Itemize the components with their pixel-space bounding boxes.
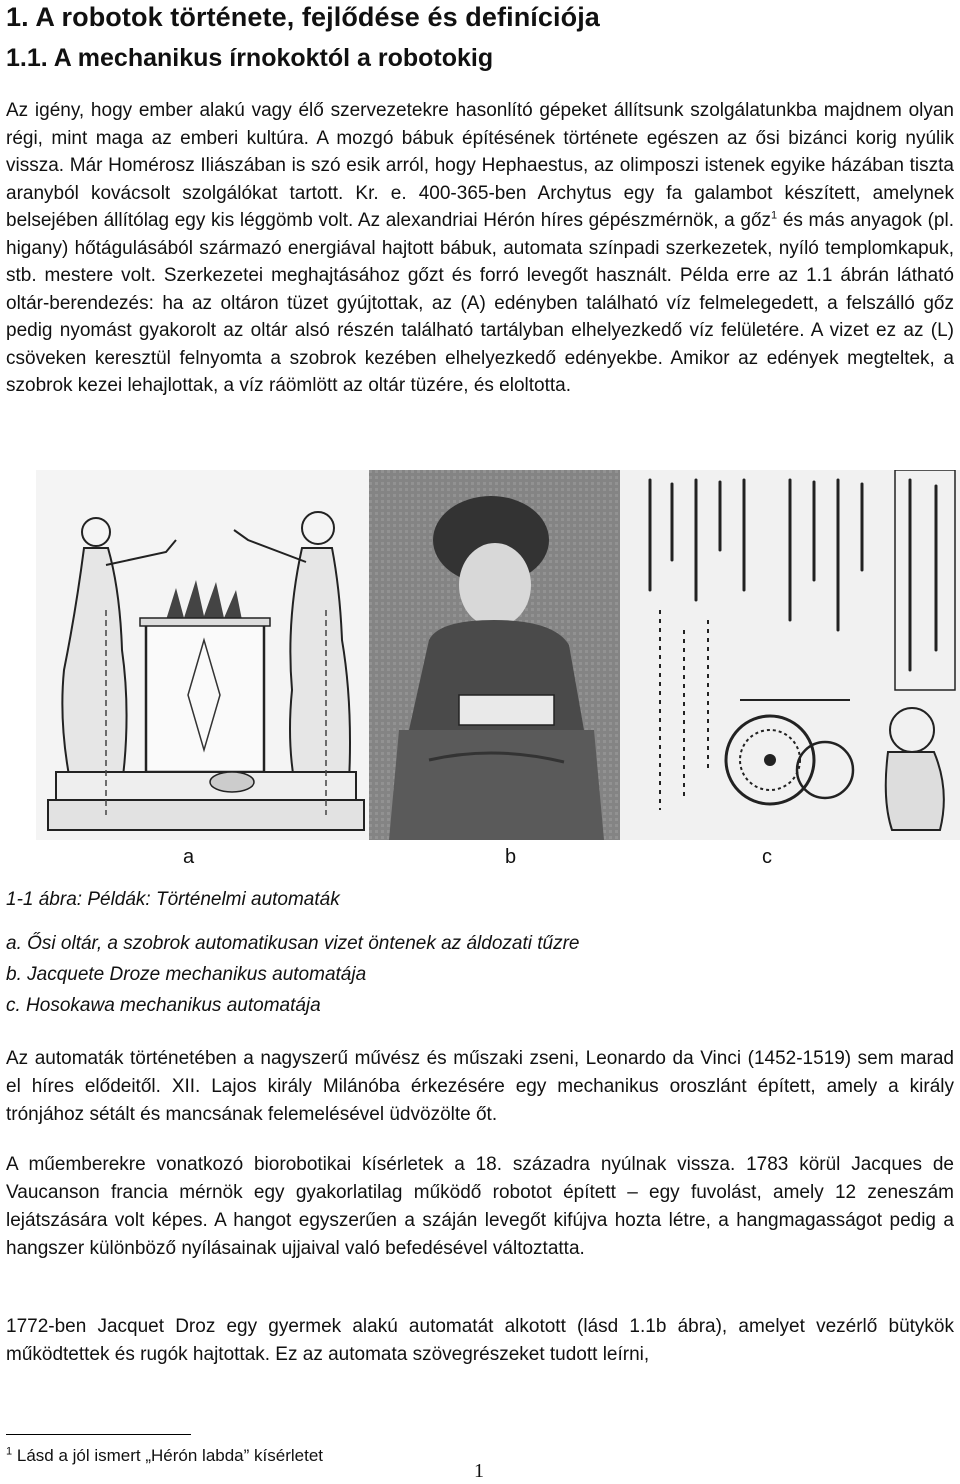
altar-drawing-icon <box>36 470 369 840</box>
figure-label-b: b <box>505 846 517 868</box>
footnote <box>6 1446 323 1466</box>
figure-caption-b: b. Jacquete Droze mechanikus automatája <box>6 964 367 985</box>
intro-paragraph-part1: Az igény, hogy ember alakú vagy élő szervezetekre hasonlító gépeket állítsunk szolgálatunkba majdnem olyan régi, mint maga az emberi kultúra. A mozgó bábuk építésének története egészen az ősi bizánci korig nyúlik vissza. Már Homérosz Iliászában is szó esik arról, hogy Hephaestus, az olimposzi istenek egyike házában tiszta aranyból kovácsolt szolgálókat tartott. Kr. e. 400-365-ben Archytus egy fa galambot készített, amelynek belsejében állítólag egy kis léggömb volt. Az alexandriai Hérón híres gépészmérnök, a gőz <box>6 100 954 231</box>
page-number: 1 <box>474 1460 484 1482</box>
figure-label-a: a <box>183 846 195 868</box>
figure-altar-illustration <box>36 470 369 840</box>
leonardo-paragraph: Az automaták történetében a nagyszerű művész és műszaki zseni, Leonardo da Vinci (1452-1519) sem marad el híres elődeitől. XII. Lajos király Milánóba érkezésére egy mechanikus oroszlánt épített, amely a király trónjához sétált és mancsának felemelésével üdvözölte őt. <box>6 1048 954 1125</box>
vaucanson-paragraph: A műemberekre vonatkozó biorobotikai kísérletek a 18. századra nyúlnak vissza. 1783 körül Jacques de Vaucanson francia mérnök egy gyakorlatilag működő robotot épített – egy fuvolást, amely 12 zeneszám lejátszására volt képes. A hangot egyszerűen a száján levegőt kifújva hozta létre, a hangmagasságot pedig a hangszer különböző nyílásainak ujjaival való befedésével változtatta. <box>6 1154 954 1259</box>
figure-hosokawa-automaton <box>620 470 960 840</box>
droz-paragraph: 1772-ben Jacquet Droz egy gyermek alakú automatát alkotott (lásd 1.1b ábra), amelyet vezérlő bütykök működtettek és rugók hajtottak. Ez az automata szövegrészeket tudott leírni, <box>6 1316 954 1365</box>
footnote-divider <box>6 1434 191 1435</box>
figure-droz-automaton <box>369 470 620 840</box>
figure-label-c: c <box>762 846 772 868</box>
footnote-text: Lásd a jól ismert „Hérón labda” kísérletet <box>16 1446 323 1465</box>
section-heading: 1.1. A mechanikus írnokoktól a robotokig <box>6 44 494 72</box>
figure-caption-a: a. Ősi oltár, a szobrok automatikusan vizet öntenek az áldozati tűzre <box>6 933 580 954</box>
intro-paragraph <box>6 97 954 400</box>
figure-caption-c: c. Hosokawa mechanikus automatája <box>6 995 321 1016</box>
karakuri-woodcut-icon <box>620 470 960 840</box>
footnote-marker: 1 <box>6 1445 13 1458</box>
figure-caption-title: 1-1 ábra: Példák: Történelmi automaták <box>6 889 340 910</box>
intro-paragraph-part2: és más anyagok (pl. higany) hőtágulásából származó energiával hajtott bábuk, automata színpadi szerkezetek, nyíló templomkapuk, stb. mestere volt. Szerkezetei meghajtásához gőzt és forró levegőt használt. Példa erre az 1.1 ábrán látható oltár-berendezés: ha az oltáron tüzet gyújtottak, az (A) edényben található víz felmelegedett, a felszálló gőz pedig nyomást gyakorolt az oltár alsó részén található tartályban elhelyezkedő víz felületére. A vizet ez az (L) csöveken keresztül felnyomta a szobrok kezében elhelyezkedő edényekbe. Amikor az edények megteltek, a szobrok kezei lehajlottak, a víz ráömlött az oltár tüzére, és eloltotta. <box>6 210 954 396</box>
chapter-heading: 1. A robotok története, fejlődése és definíciója <box>6 2 600 32</box>
footnote-reference[interactable]: 1 <box>771 209 778 222</box>
writer-automaton-photo-icon <box>369 470 620 840</box>
